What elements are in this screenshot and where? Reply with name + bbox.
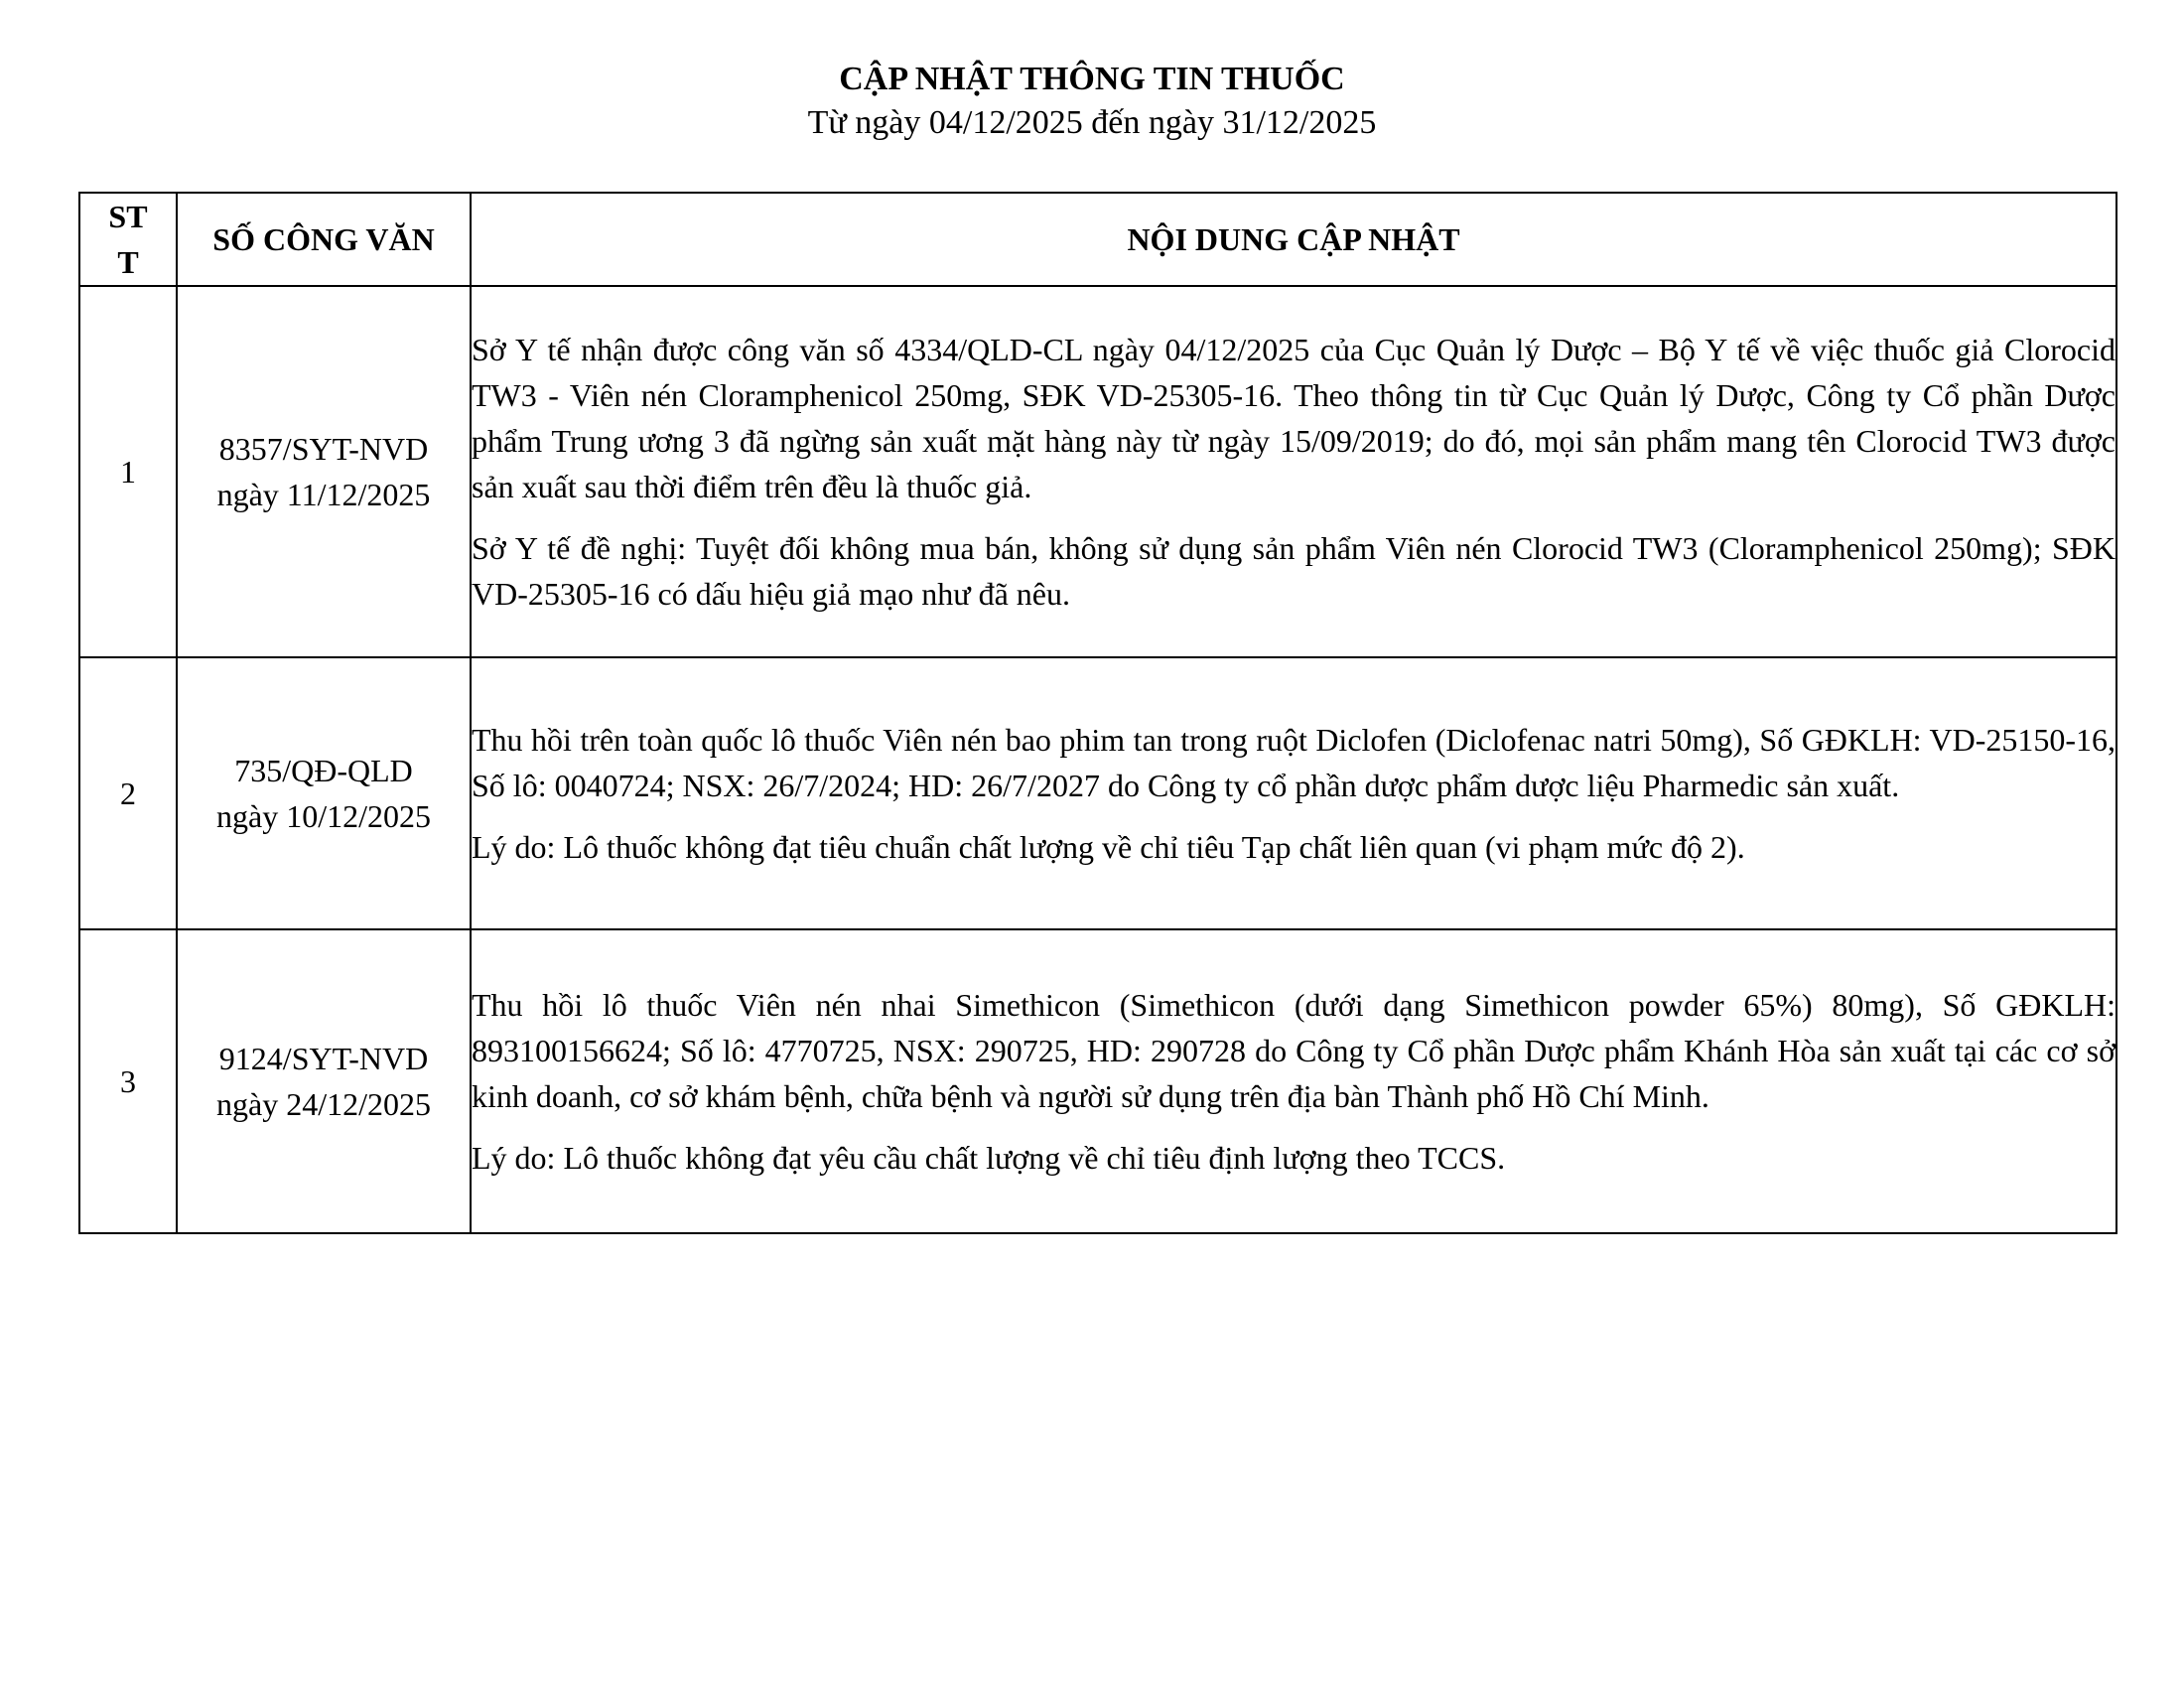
row-document [177, 657, 471, 929]
column-header-stt-line1: ST [108, 199, 148, 234]
column-header-stt-line2: T [117, 244, 139, 280]
table-header-row [79, 193, 2116, 286]
drug-update-table [78, 192, 2117, 1234]
table-row [79, 929, 2116, 1233]
column-header-document: SỐ CÔNG VĂN [177, 193, 471, 286]
table-row [79, 286, 2116, 657]
page-title: CẬP NHẬT THÔNG TIN THUỐC [839, 61, 1345, 97]
content-paragraph: Sở Y tế đề nghị: Tuyệt đối không mua bán, không sử dụng sản phẩm Viên nén Clorocid TW3 (Cloramphenicol 250mg); SĐK VD-25305-16 có dấu hiệu giả mạo như đã nêu. [472, 530, 2116, 612]
row-document [177, 286, 471, 657]
document-date: ngày 11/12/2025 [216, 477, 431, 512]
column-header-stt [79, 193, 177, 286]
document-number: 735/QĐ-QLD [234, 753, 413, 788]
document-number: 8357/SYT-NVD [218, 431, 429, 467]
row-content [471, 286, 2116, 657]
document-number: 9124/SYT-NVD [218, 1041, 429, 1076]
row-content [471, 929, 2116, 1233]
document-date: ngày 24/12/2025 [216, 1086, 431, 1122]
content-paragraph: Sở Y tế nhận được công văn số 4334/QLD-CL ngày 04/12/2025 của Cục Quản lý Dược – Bộ Y tế về việc thuốc giả Clorocid TW3 - Viên nén Cloramphenicol 250mg, SĐK VD-25305-16. Theo thông tin từ Cục Quản lý Dược, Công ty Cổ phần Dược phẩm Trung ương 3 đã ngừng sản xuất mặt hàng này từ ngày 15/09/2019; do đó, mọi sản phẩm mang tên Clorocid TW3 được sản xuất sau thời điểm trên đều là thuốc giả. [472, 332, 2116, 504]
content-paragraph: Thu hồi lô thuốc Viên nén nhai Simethicon (Simethicon (dưới dạng Simethicon powder 65%) 80mg), Số GĐKLH: 893100156624; Số lô: 4770725, NSX: 290725, HD: 290728 do Công ty Cổ phần Dược phẩm Khánh Hòa sản xuất tại các cơ sở kinh doanh, cơ sở khám bệnh, chữa bệnh và người sử dụng trên địa bàn Thành phố Hồ Chí Minh. [472, 987, 2116, 1114]
row-stt: 1 [79, 286, 177, 657]
content-paragraph: Lý do: Lô thuốc không đạt yêu cầu chất lượng về chỉ tiêu định lượng theo TCCS. [472, 1140, 1506, 1176]
page-header [0, 58, 2184, 145]
column-header-content: NỘI DUNG CẬP NHẬT [471, 193, 2116, 286]
row-stt: 3 [79, 929, 177, 1233]
row-stt: 2 [79, 657, 177, 929]
page-subtitle: Từ ngày 04/12/2025 đến ngày 31/12/2025 [807, 104, 1377, 141]
content-paragraph: Thu hồi trên toàn quốc lô thuốc Viên nén bao phim tan trong ruột Diclofen (Diclofenac natri 50mg), Số GĐKLH: VD-25150-16, Số lô: 0040724; NSX: 26/7/2024; HD: 26/7/2027 do Công ty cổ phần dược phẩm dược liệu Pharmedic sản xuất. [472, 722, 2116, 803]
row-document [177, 929, 471, 1233]
content-paragraph: Lý do: Lô thuốc không đạt tiêu chuẩn chất lượng về chỉ tiêu Tạp chất liên quan (vi phạm mức độ 2). [472, 829, 1745, 865]
row-content [471, 657, 2116, 929]
document-date: ngày 10/12/2025 [216, 798, 431, 834]
table-row [79, 657, 2116, 929]
